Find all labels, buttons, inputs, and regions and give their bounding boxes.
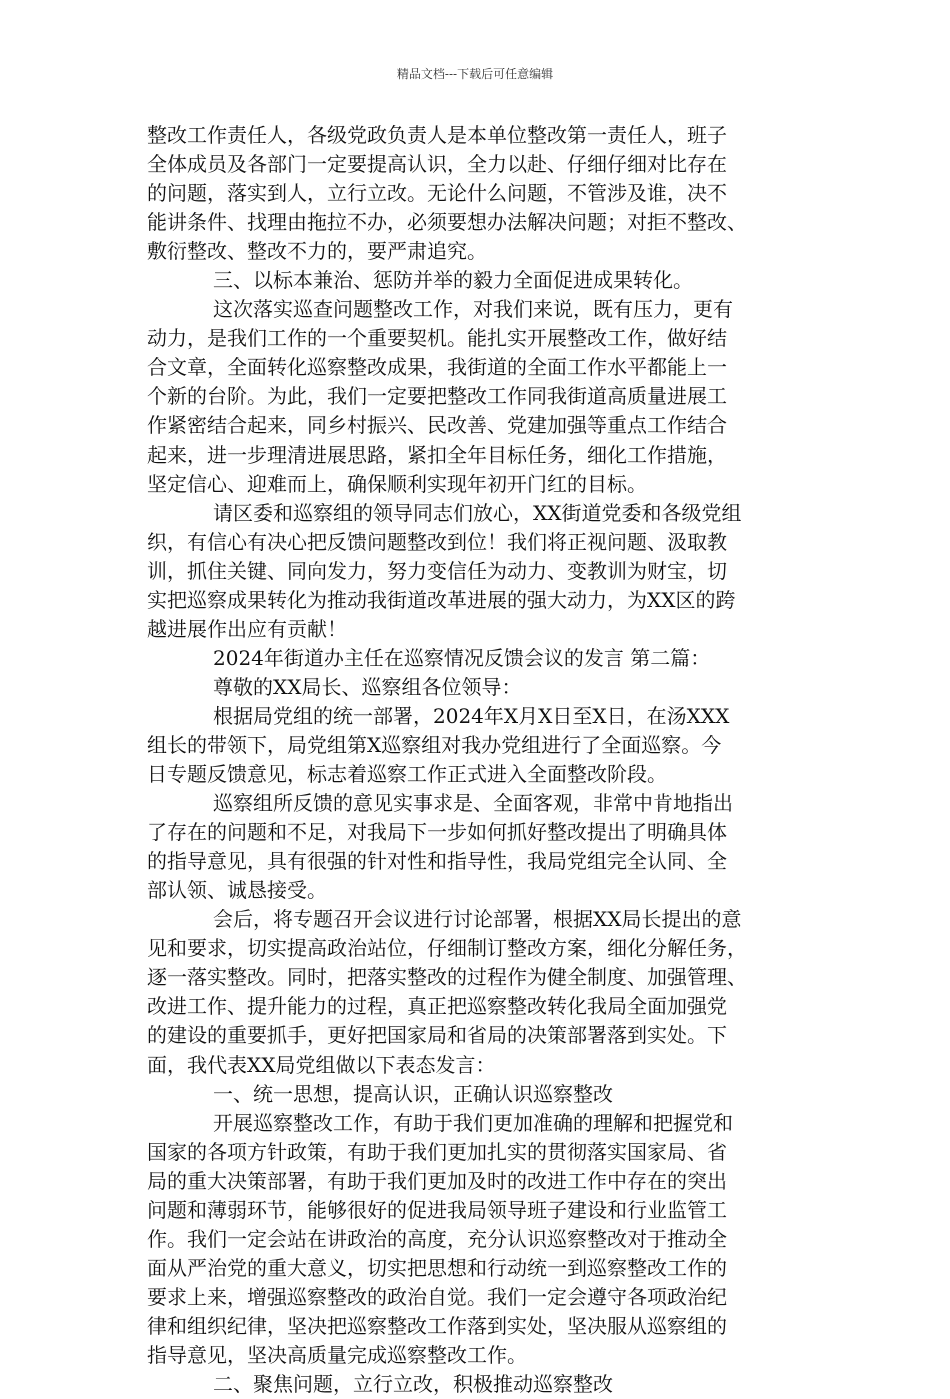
text-line: 的问题，落实到人，立行立改。无论什么问题，不管涉及谁，决不 (147, 181, 727, 206)
text-line: 这次落实巡查问题整改工作，对我们来说，既有压力，更有 (213, 297, 733, 322)
text-line: 越进展作出应有贡献！ (147, 616, 347, 641)
text-line: 根据局党组的统一部署，2024年X月X日至X日，在汤XXX (213, 703, 730, 728)
text-line: 织，有信心有决心把反馈问题整改到位！我们将正视问题、汲取教 (147, 529, 727, 554)
text-line: 面从严治党的重大意义，切实把思想和行动统一到巡察整改工作的 (147, 1255, 727, 1280)
text-line: 改进工作、提升能力的过程，真正把巡察整改转化我局全面加强党 (147, 994, 727, 1019)
text-line: 部认领、诚恳接受。 (147, 878, 327, 903)
text-line: 三、以标本兼治、惩防并举的毅力全面促进成果转化。 (213, 268, 693, 293)
text-line: 作。我们一定会站在讲政治的高度，充分认识巡察整改对于推动全 (147, 1226, 727, 1251)
text-line: 国家的各项方针政策，有助于我们更加扎实的贯彻落实国家局、省 (147, 1139, 727, 1164)
text-line: 尊敬的XX局长、巡察组各位领导： (213, 674, 522, 699)
text-line: 一、统一思想，提高认识，正确认识巡察整改 (213, 1081, 613, 1106)
text-line: 个新的台阶。为此，我们一定要把整改工作同我街道高质量进展工 (147, 384, 727, 409)
text-line: 起来，进一步理清进展思路，紧扣全年目标任务，细化工作措施， (147, 442, 727, 467)
text-line: 巡察组所反馈的意见实事求是、全面客观，非常中肯地指出 (213, 791, 733, 816)
text-line: 能讲条件、找理由拖拉不办，必须要想办法解决问题；对拒不整改、 (147, 210, 747, 235)
text-line: 整改工作责任人，各级党政负责人是本单位整改第一责任人，班子 (147, 123, 727, 147)
text-line: 律和组织纪律，坚决把巡察整改工作落到实处，坚决服从巡察组的 (147, 1313, 727, 1338)
text-line: 面，我代表XX局党组做以下表态发言： (147, 1052, 496, 1077)
text-line: 日专题反馈意见，标志着巡察工作正式进入全面整改阶段。 (147, 762, 667, 787)
text-line: 全体成员及各部门一定要提高认识，全力以赴、仔细仔细对比存在 (147, 152, 727, 177)
text-line: 请区委和巡察组的领导同志们放心，XX街道党委和各级党组 (213, 500, 742, 525)
text-line: 敷衍整改、整改不力的，要严肃追究。 (147, 239, 487, 264)
page-header: 精品文档---下载后可任意编辑 (396, 67, 554, 81)
text-line: 的建设的重要抓手，更好把国家局和省局的决策部署落到实处。下 (147, 1023, 727, 1048)
document-body (147, 121, 827, 1399)
text-line: 问题和薄弱环节，能够很好的促进我局领导班子建设和行业监管工 (147, 1197, 727, 1222)
text-line: 组长的带领下，局党组第X巡察组对我办党组进行了全面巡察。今 (147, 732, 722, 757)
text-line: 坚定信心、迎难而上，确保顺利实现年初开门红的目标。 (147, 471, 647, 496)
text-line: 会后，将专题召开会议进行讨论部署，根据XX局长提出的意 (213, 907, 742, 932)
text-line: 动力，是我们工作的一个重要契机。能扎实开展整改工作，做好结 (147, 326, 727, 351)
text-line: 的指导意见，具有很强的针对性和指导性，我局党组完全认同、全 (147, 849, 727, 874)
text-line: 见和要求，切实提高政治站位，仔细制订整改方案，细化分解任务， (147, 936, 747, 961)
text-line: 实把巡察成果转化为推动我街道改革进展的强大动力，为XX区的跨 (147, 587, 736, 612)
text-line: 开展巡察整改工作，有助于我们更加准确的理解和把握党和 (213, 1110, 733, 1135)
text-line: 训，抓住关键、同向发力，努力变信任为动力、变教训为财宝，切 (147, 558, 727, 583)
text-line: 指导意见，坚决高质量完成巡察整改工作。 (147, 1342, 527, 1367)
text-line: 逐一落实整改。同时，把落实整改的过程作为健全制度、加强管理、 (147, 965, 747, 990)
text-line: 二、聚焦问题，立行立改，积极推动巡察整改 (213, 1372, 613, 1397)
text-line: 合文章，全面转化巡察整改成果，我街道的全面工作水平都能上一 (147, 355, 727, 380)
text-line: 要求上来，增强巡察整改的政治自觉。我们一定会遵守各项政治纪 (147, 1284, 727, 1309)
text-line: 局的重大决策部署，有助于我们更加及时的改进工作中存在的突出 (147, 1168, 727, 1193)
text-line: 作紧密结合起来，同乡村振兴、民改善、党建加强等重点工作结合 (147, 413, 727, 438)
text-line: 了存在的问题和不足，对我局下一步如何抓好整改提出了明确具体 (147, 820, 727, 845)
text-line: 2024年街道办主任在巡察情况反馈会议的发言 第二篇： (213, 645, 711, 670)
